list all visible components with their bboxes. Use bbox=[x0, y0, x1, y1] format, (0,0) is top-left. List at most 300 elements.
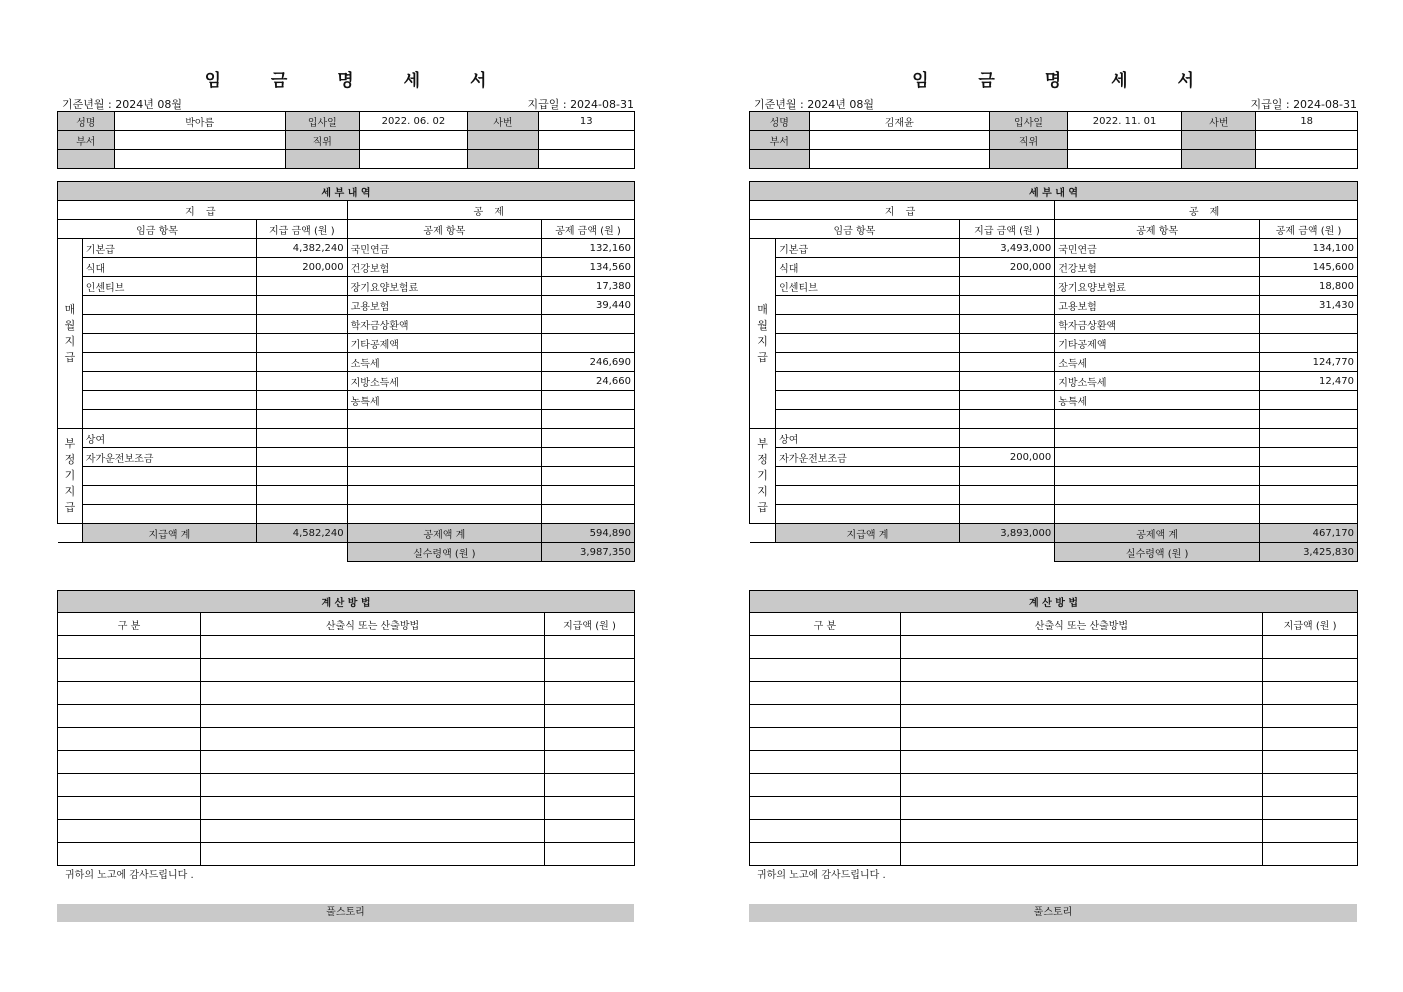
slip-title: 임 금 명 세 서 bbox=[912, 71, 1216, 91]
pay-item-name bbox=[82, 353, 256, 372]
col-ded-amount: 공제 금액 (원 ) bbox=[542, 220, 635, 239]
blank-cell bbox=[990, 150, 1068, 169]
deduction-item-amount: 18,800 bbox=[1260, 277, 1358, 296]
calc-cell bbox=[544, 820, 634, 843]
base-month-label: 기준년월 bbox=[62, 98, 105, 111]
pay-item-name bbox=[776, 391, 960, 410]
position-label: 직위 bbox=[990, 131, 1068, 150]
deduction-item-name: 고용보험 bbox=[347, 296, 541, 315]
deduction-item-amount bbox=[542, 505, 635, 524]
deduction-item-amount: 134,100 bbox=[1260, 239, 1358, 258]
monthly-label-text: 매월지급 bbox=[64, 302, 76, 364]
net-pay-label: 실수령액 (원 ) bbox=[347, 543, 541, 562]
table-row bbox=[58, 277, 635, 296]
pay-item-name: 자가운전보조금 bbox=[776, 448, 960, 467]
blank-cell bbox=[58, 524, 83, 543]
pay-item-amount: 200,000 bbox=[257, 258, 348, 277]
calc-cell bbox=[1263, 636, 1358, 659]
base-month-value: 2024년 08월 bbox=[807, 98, 874, 111]
slip-title: 임 금 명 세 서 bbox=[204, 71, 509, 91]
join-date-label: 입사일 bbox=[990, 112, 1068, 131]
total-deduction-label: 공제액 계 bbox=[1055, 524, 1260, 543]
calc-cell bbox=[201, 728, 545, 751]
calc-cell bbox=[544, 751, 634, 774]
pay-item-name bbox=[82, 486, 256, 505]
table-row bbox=[58, 843, 635, 866]
calc-cell bbox=[900, 705, 1262, 728]
irregular-label-text: 부정기지급 bbox=[64, 437, 76, 514]
blank-cell bbox=[359, 150, 467, 169]
calc-title: 계 산 방 법 bbox=[58, 591, 635, 613]
calc-cell bbox=[750, 682, 901, 705]
deduction-item-amount bbox=[1260, 486, 1358, 505]
table-row bbox=[750, 659, 1358, 682]
calc-cell bbox=[201, 797, 545, 820]
table-row bbox=[58, 372, 635, 391]
table-row bbox=[750, 258, 1358, 277]
pay-date-label: 지급일 bbox=[1250, 98, 1283, 111]
calc-col-category: 구 분 bbox=[58, 613, 201, 636]
calc-cell bbox=[900, 820, 1262, 843]
pay-item-name bbox=[82, 296, 256, 315]
position-value bbox=[1067, 131, 1181, 150]
col-ded-item: 공제 항목 bbox=[1055, 220, 1260, 239]
table-row bbox=[58, 659, 635, 682]
calc-cell bbox=[1263, 705, 1358, 728]
table-row bbox=[58, 239, 635, 258]
table-row bbox=[58, 751, 635, 774]
calc-cell bbox=[201, 751, 545, 774]
irregular-label bbox=[750, 429, 776, 524]
blank-cell bbox=[538, 150, 634, 169]
deduction-item-name: 지방소득세 bbox=[347, 372, 541, 391]
base-month-value: 2024년 08월 bbox=[115, 98, 182, 111]
blank-cell bbox=[538, 131, 634, 150]
calc-cell bbox=[58, 705, 201, 728]
pay-header: 지 급 bbox=[58, 201, 348, 220]
thanks-note: 귀하의 노고에 감사드립니다 . bbox=[65, 870, 194, 881]
table-row bbox=[750, 296, 1358, 315]
col-pay-item: 임금 항목 bbox=[750, 220, 960, 239]
deduction-item-name: 건강보험 bbox=[347, 258, 541, 277]
calc-col-formula: 산출식 또는 산출방법 bbox=[201, 613, 545, 636]
deduction-item-amount bbox=[1260, 315, 1358, 334]
calc-cell bbox=[1263, 797, 1358, 820]
calc-cell bbox=[544, 705, 634, 728]
emp-no-label: 사번 bbox=[1182, 112, 1256, 131]
calc-cell bbox=[58, 751, 201, 774]
total-deduction-label: 공제액 계 bbox=[347, 524, 541, 543]
monthly-label bbox=[58, 239, 83, 429]
calc-cell bbox=[900, 843, 1262, 866]
net-pay-value: 3,987,350 bbox=[542, 543, 635, 562]
pay-item-amount bbox=[959, 505, 1054, 524]
pay-item-amount bbox=[959, 315, 1054, 334]
pay-item-amount bbox=[959, 486, 1054, 505]
calc-cell bbox=[201, 659, 545, 682]
total-pay-value: 3,893,000 bbox=[959, 524, 1054, 543]
table-row bbox=[750, 372, 1358, 391]
pay-item-amount bbox=[959, 296, 1054, 315]
irregular-label-text: 부정기지급 bbox=[757, 437, 768, 514]
blank-cell bbox=[1182, 131, 1256, 150]
pay-item-name bbox=[776, 353, 960, 372]
pay-item-name: 인센티브 bbox=[82, 277, 256, 296]
calc-cell bbox=[900, 659, 1262, 682]
table-row bbox=[58, 505, 635, 524]
table-row bbox=[750, 751, 1358, 774]
table-row bbox=[750, 448, 1358, 467]
table-row bbox=[750, 728, 1358, 751]
table-row bbox=[750, 429, 1358, 448]
net-pay-label: 실수령액 (원 ) bbox=[1055, 543, 1260, 562]
calc-cell bbox=[201, 682, 545, 705]
deduction-item-name: 학자금상환액 bbox=[1055, 315, 1260, 334]
deduction-item-name bbox=[1055, 429, 1260, 448]
irregular-label bbox=[58, 429, 83, 524]
position-value bbox=[359, 131, 467, 150]
blank-cell bbox=[809, 150, 990, 169]
detail-table bbox=[57, 181, 635, 562]
join-date-value: 2022. 06. 02 bbox=[359, 112, 467, 131]
table-row bbox=[58, 820, 635, 843]
net-pay-value: 3,425,830 bbox=[1260, 543, 1358, 562]
pay-item-amount bbox=[257, 334, 348, 353]
deduction-item-amount bbox=[1260, 429, 1358, 448]
table-row bbox=[750, 391, 1358, 410]
table-row bbox=[750, 486, 1358, 505]
thanks-note: 귀하의 노고에 감사드립니다 . bbox=[757, 870, 886, 881]
calc-cell bbox=[58, 843, 201, 866]
pay-date: 지급일 : 2024-08-31 bbox=[1250, 98, 1357, 111]
table-row bbox=[58, 682, 635, 705]
calc-cell bbox=[750, 843, 901, 866]
employee-info-table bbox=[749, 111, 1358, 169]
pay-item-amount bbox=[959, 429, 1054, 448]
deduction-header: 공 제 bbox=[1055, 201, 1358, 220]
company-footer: 풀스토리 bbox=[749, 904, 1357, 922]
blank-cell bbox=[1256, 150, 1358, 169]
company-footer: 풀스토리 bbox=[57, 904, 634, 922]
deduction-item-name: 국민연금 bbox=[347, 239, 541, 258]
table-row bbox=[58, 315, 635, 334]
blank-cell bbox=[58, 150, 115, 169]
pay-item-name: 기본급 bbox=[776, 239, 960, 258]
detail-table bbox=[749, 181, 1358, 562]
calc-cell bbox=[900, 751, 1262, 774]
total-deduction-value: 467,170 bbox=[1260, 524, 1358, 543]
col-ded-item: 공제 항목 bbox=[347, 220, 541, 239]
pay-item-amount: 3,493,000 bbox=[959, 239, 1054, 258]
deduction-item-amount bbox=[542, 410, 635, 429]
calc-cell bbox=[750, 797, 901, 820]
calc-cell bbox=[201, 820, 545, 843]
pay-item-amount bbox=[257, 486, 348, 505]
pay-item-amount bbox=[257, 372, 348, 391]
deduction-item-name bbox=[347, 448, 541, 467]
calc-cell bbox=[1263, 820, 1358, 843]
blank-cell bbox=[58, 543, 348, 562]
deduction-item-name bbox=[1055, 486, 1260, 505]
pay-item-amount bbox=[959, 334, 1054, 353]
table-row bbox=[58, 728, 635, 751]
pay-item-name: 식대 bbox=[776, 258, 960, 277]
calc-cell bbox=[201, 843, 545, 866]
deduction-item-amount bbox=[1260, 467, 1358, 486]
blank-cell bbox=[1182, 150, 1256, 169]
pay-item-name bbox=[776, 505, 960, 524]
pay-item-amount bbox=[257, 315, 348, 334]
table-row bbox=[750, 636, 1358, 659]
deduction-item-amount: 124,770 bbox=[1260, 353, 1358, 372]
calc-cell bbox=[750, 728, 901, 751]
deduction-item-amount bbox=[1260, 391, 1358, 410]
name-value: 박아름 bbox=[114, 112, 285, 131]
monthly-label-text: 매월지급 bbox=[757, 302, 768, 364]
total-pay-value: 4,582,240 bbox=[257, 524, 348, 543]
calc-col-amount: 지급액 (원 ) bbox=[544, 613, 634, 636]
calc-cell bbox=[544, 728, 634, 751]
pay-item-amount bbox=[959, 372, 1054, 391]
table-row bbox=[58, 797, 635, 820]
name-label: 성명 bbox=[58, 112, 115, 131]
calc-col-category: 구 분 bbox=[750, 613, 901, 636]
table-row bbox=[58, 353, 635, 372]
pay-slip bbox=[57, 0, 634, 992]
calc-cell bbox=[58, 774, 201, 797]
table-row bbox=[750, 353, 1358, 372]
pay-date-value: 2024-08-31 bbox=[570, 98, 634, 111]
name-value: 김재윤 bbox=[809, 112, 990, 131]
pay-item-amount bbox=[257, 296, 348, 315]
blank-cell bbox=[750, 524, 776, 543]
deduction-item-name: 건강보험 bbox=[1055, 258, 1260, 277]
blank-cell bbox=[1256, 131, 1358, 150]
pay-item-name bbox=[776, 486, 960, 505]
deduction-item-amount bbox=[542, 391, 635, 410]
deduction-item-name bbox=[347, 429, 541, 448]
deduction-item-amount bbox=[1260, 334, 1358, 353]
pay-date-label: 지급일 bbox=[527, 98, 560, 111]
deduction-item-amount bbox=[542, 486, 635, 505]
deduction-item-amount bbox=[542, 448, 635, 467]
pay-header: 지 급 bbox=[750, 201, 1055, 220]
total-pay-label: 지급액 계 bbox=[82, 524, 256, 543]
pay-slip bbox=[749, 0, 1357, 992]
pay-item-name bbox=[776, 315, 960, 334]
pay-item-name: 기본급 bbox=[82, 239, 256, 258]
calc-cell bbox=[750, 820, 901, 843]
table-row bbox=[750, 705, 1358, 728]
table-row bbox=[58, 258, 635, 277]
pay-item-name bbox=[776, 467, 960, 486]
deduction-item-name: 장기요양보험료 bbox=[1055, 277, 1260, 296]
calc-cell bbox=[544, 774, 634, 797]
deduction-item-name: 농특세 bbox=[347, 391, 541, 410]
calc-cell bbox=[58, 659, 201, 682]
table-row bbox=[58, 467, 635, 486]
table-row bbox=[750, 315, 1358, 334]
blank-cell bbox=[285, 150, 359, 169]
deduction-item-name: 소득세 bbox=[1055, 353, 1260, 372]
table-row bbox=[750, 410, 1358, 429]
pay-item-amount bbox=[959, 410, 1054, 429]
deduction-item-amount: 31,430 bbox=[1260, 296, 1358, 315]
pay-item-amount bbox=[257, 277, 348, 296]
table-row bbox=[750, 797, 1358, 820]
emp-no-label: 사번 bbox=[468, 112, 538, 131]
col-pay-item: 임금 항목 bbox=[58, 220, 257, 239]
base-month: 기준년월 : 2024년 08월 bbox=[754, 98, 874, 111]
table-row bbox=[58, 410, 635, 429]
table-row bbox=[750, 467, 1358, 486]
calc-title: 계 산 방 법 bbox=[750, 591, 1358, 613]
deduction-item-amount: 134,560 bbox=[542, 258, 635, 277]
deduction-item-amount bbox=[1260, 505, 1358, 524]
col-pay-amount: 지급 금액 (원 ) bbox=[959, 220, 1054, 239]
pay-item-name: 식대 bbox=[82, 258, 256, 277]
deduction-item-amount: 246,690 bbox=[542, 353, 635, 372]
deduction-item-amount bbox=[542, 315, 635, 334]
deduction-item-name: 소득세 bbox=[347, 353, 541, 372]
calc-cell bbox=[58, 820, 201, 843]
pay-item-name bbox=[776, 334, 960, 353]
table-row bbox=[58, 391, 635, 410]
calc-cell bbox=[201, 636, 545, 659]
table-row bbox=[58, 774, 635, 797]
deduction-item-amount bbox=[542, 334, 635, 353]
blank-cell bbox=[114, 150, 285, 169]
calc-cell bbox=[1263, 728, 1358, 751]
employee-info-table bbox=[57, 111, 635, 169]
table-row bbox=[750, 820, 1358, 843]
table-row bbox=[750, 774, 1358, 797]
table-row bbox=[750, 239, 1358, 258]
deduction-header: 공 제 bbox=[347, 201, 634, 220]
calc-cell bbox=[750, 705, 901, 728]
base-month-label: 기준년월 bbox=[754, 98, 797, 111]
col-ded-amount: 공제 금액 (원 ) bbox=[1260, 220, 1358, 239]
calc-col-amount: 지급액 (원 ) bbox=[1263, 613, 1358, 636]
pay-item-name bbox=[82, 505, 256, 524]
pay-item-name bbox=[82, 372, 256, 391]
detail-title: 세 부 내 역 bbox=[58, 182, 635, 201]
calc-cell bbox=[201, 774, 545, 797]
calc-cell bbox=[900, 774, 1262, 797]
blank-cell bbox=[1067, 150, 1181, 169]
pay-date: 지급일 : 2024-08-31 bbox=[527, 98, 634, 111]
dept-value bbox=[809, 131, 990, 150]
name-label: 성명 bbox=[750, 112, 810, 131]
calc-cell bbox=[544, 843, 634, 866]
deduction-item-name: 장기요양보험료 bbox=[347, 277, 541, 296]
calc-cell bbox=[750, 774, 901, 797]
table-row bbox=[58, 334, 635, 353]
pay-item-name bbox=[82, 315, 256, 334]
blank-cell bbox=[468, 150, 538, 169]
monthly-label bbox=[750, 239, 776, 429]
deduction-item-amount: 39,440 bbox=[542, 296, 635, 315]
calc-col-formula: 산출식 또는 산출방법 bbox=[900, 613, 1262, 636]
calc-cell bbox=[900, 636, 1262, 659]
calc-cell bbox=[900, 797, 1262, 820]
deduction-item-name: 고용보험 bbox=[1055, 296, 1260, 315]
base-month: 기준년월 : 2024년 08월 bbox=[62, 98, 182, 111]
pay-item-amount bbox=[257, 505, 348, 524]
pay-item-amount: 4,382,240 bbox=[257, 239, 348, 258]
total-pay-label: 지급액 계 bbox=[776, 524, 960, 543]
calc-cell bbox=[750, 659, 901, 682]
calc-cell bbox=[750, 751, 901, 774]
position-label: 직위 bbox=[285, 131, 359, 150]
join-date-value: 2022. 11. 01 bbox=[1067, 112, 1181, 131]
dept-value bbox=[114, 131, 285, 150]
dept-label: 부서 bbox=[750, 131, 810, 150]
deduction-item-amount: 132,160 bbox=[542, 239, 635, 258]
pay-item-name: 인센티브 bbox=[776, 277, 960, 296]
blank-cell bbox=[750, 150, 810, 169]
deduction-item-name: 기타공제액 bbox=[347, 334, 541, 353]
calc-cell bbox=[544, 636, 634, 659]
calc-cell bbox=[900, 728, 1262, 751]
pay-item-amount bbox=[257, 448, 348, 467]
deduction-item-amount bbox=[542, 429, 635, 448]
calc-cell bbox=[1263, 774, 1358, 797]
pay-item-name: 상여 bbox=[82, 429, 256, 448]
pay-item-amount: 200,000 bbox=[959, 448, 1054, 467]
pay-item-amount bbox=[257, 429, 348, 448]
pay-item-amount bbox=[257, 353, 348, 372]
deduction-item-amount: 17,380 bbox=[542, 277, 635, 296]
calc-cell bbox=[58, 797, 201, 820]
join-date-label: 입사일 bbox=[285, 112, 359, 131]
deduction-item-amount bbox=[542, 467, 635, 486]
table-row bbox=[750, 277, 1358, 296]
deduction-item-name bbox=[347, 467, 541, 486]
detail-title: 세 부 내 역 bbox=[750, 182, 1358, 201]
deduction-item-name bbox=[347, 505, 541, 524]
deduction-item-name: 국민연금 bbox=[1055, 239, 1260, 258]
col-pay-amount: 지급 금액 (원 ) bbox=[257, 220, 348, 239]
pay-item-amount: 200,000 bbox=[959, 258, 1054, 277]
emp-no-value: 18 bbox=[1256, 112, 1358, 131]
blank-cell bbox=[750, 543, 1055, 562]
table-row bbox=[58, 486, 635, 505]
deduction-item-name bbox=[1055, 448, 1260, 467]
deduction-item-amount: 12,470 bbox=[1260, 372, 1358, 391]
calc-cell bbox=[1263, 843, 1358, 866]
total-deduction-value: 594,890 bbox=[542, 524, 635, 543]
table-row bbox=[58, 429, 635, 448]
pay-item-name bbox=[82, 391, 256, 410]
calculation-table bbox=[749, 590, 1358, 866]
deduction-item-name bbox=[1055, 505, 1260, 524]
pay-item-name: 상여 bbox=[776, 429, 960, 448]
pay-item-amount bbox=[959, 391, 1054, 410]
deduction-item-name: 기타공제액 bbox=[1055, 334, 1260, 353]
pay-item-amount bbox=[257, 410, 348, 429]
table-row bbox=[58, 705, 635, 728]
deduction-item-amount bbox=[1260, 448, 1358, 467]
table-row bbox=[750, 505, 1358, 524]
calc-cell bbox=[1263, 659, 1358, 682]
dept-label: 부서 bbox=[58, 131, 115, 150]
pay-item-name bbox=[776, 410, 960, 429]
calc-cell bbox=[58, 728, 201, 751]
calc-cell bbox=[1263, 682, 1358, 705]
deduction-item-name bbox=[1055, 410, 1260, 429]
pay-item-amount bbox=[959, 467, 1054, 486]
